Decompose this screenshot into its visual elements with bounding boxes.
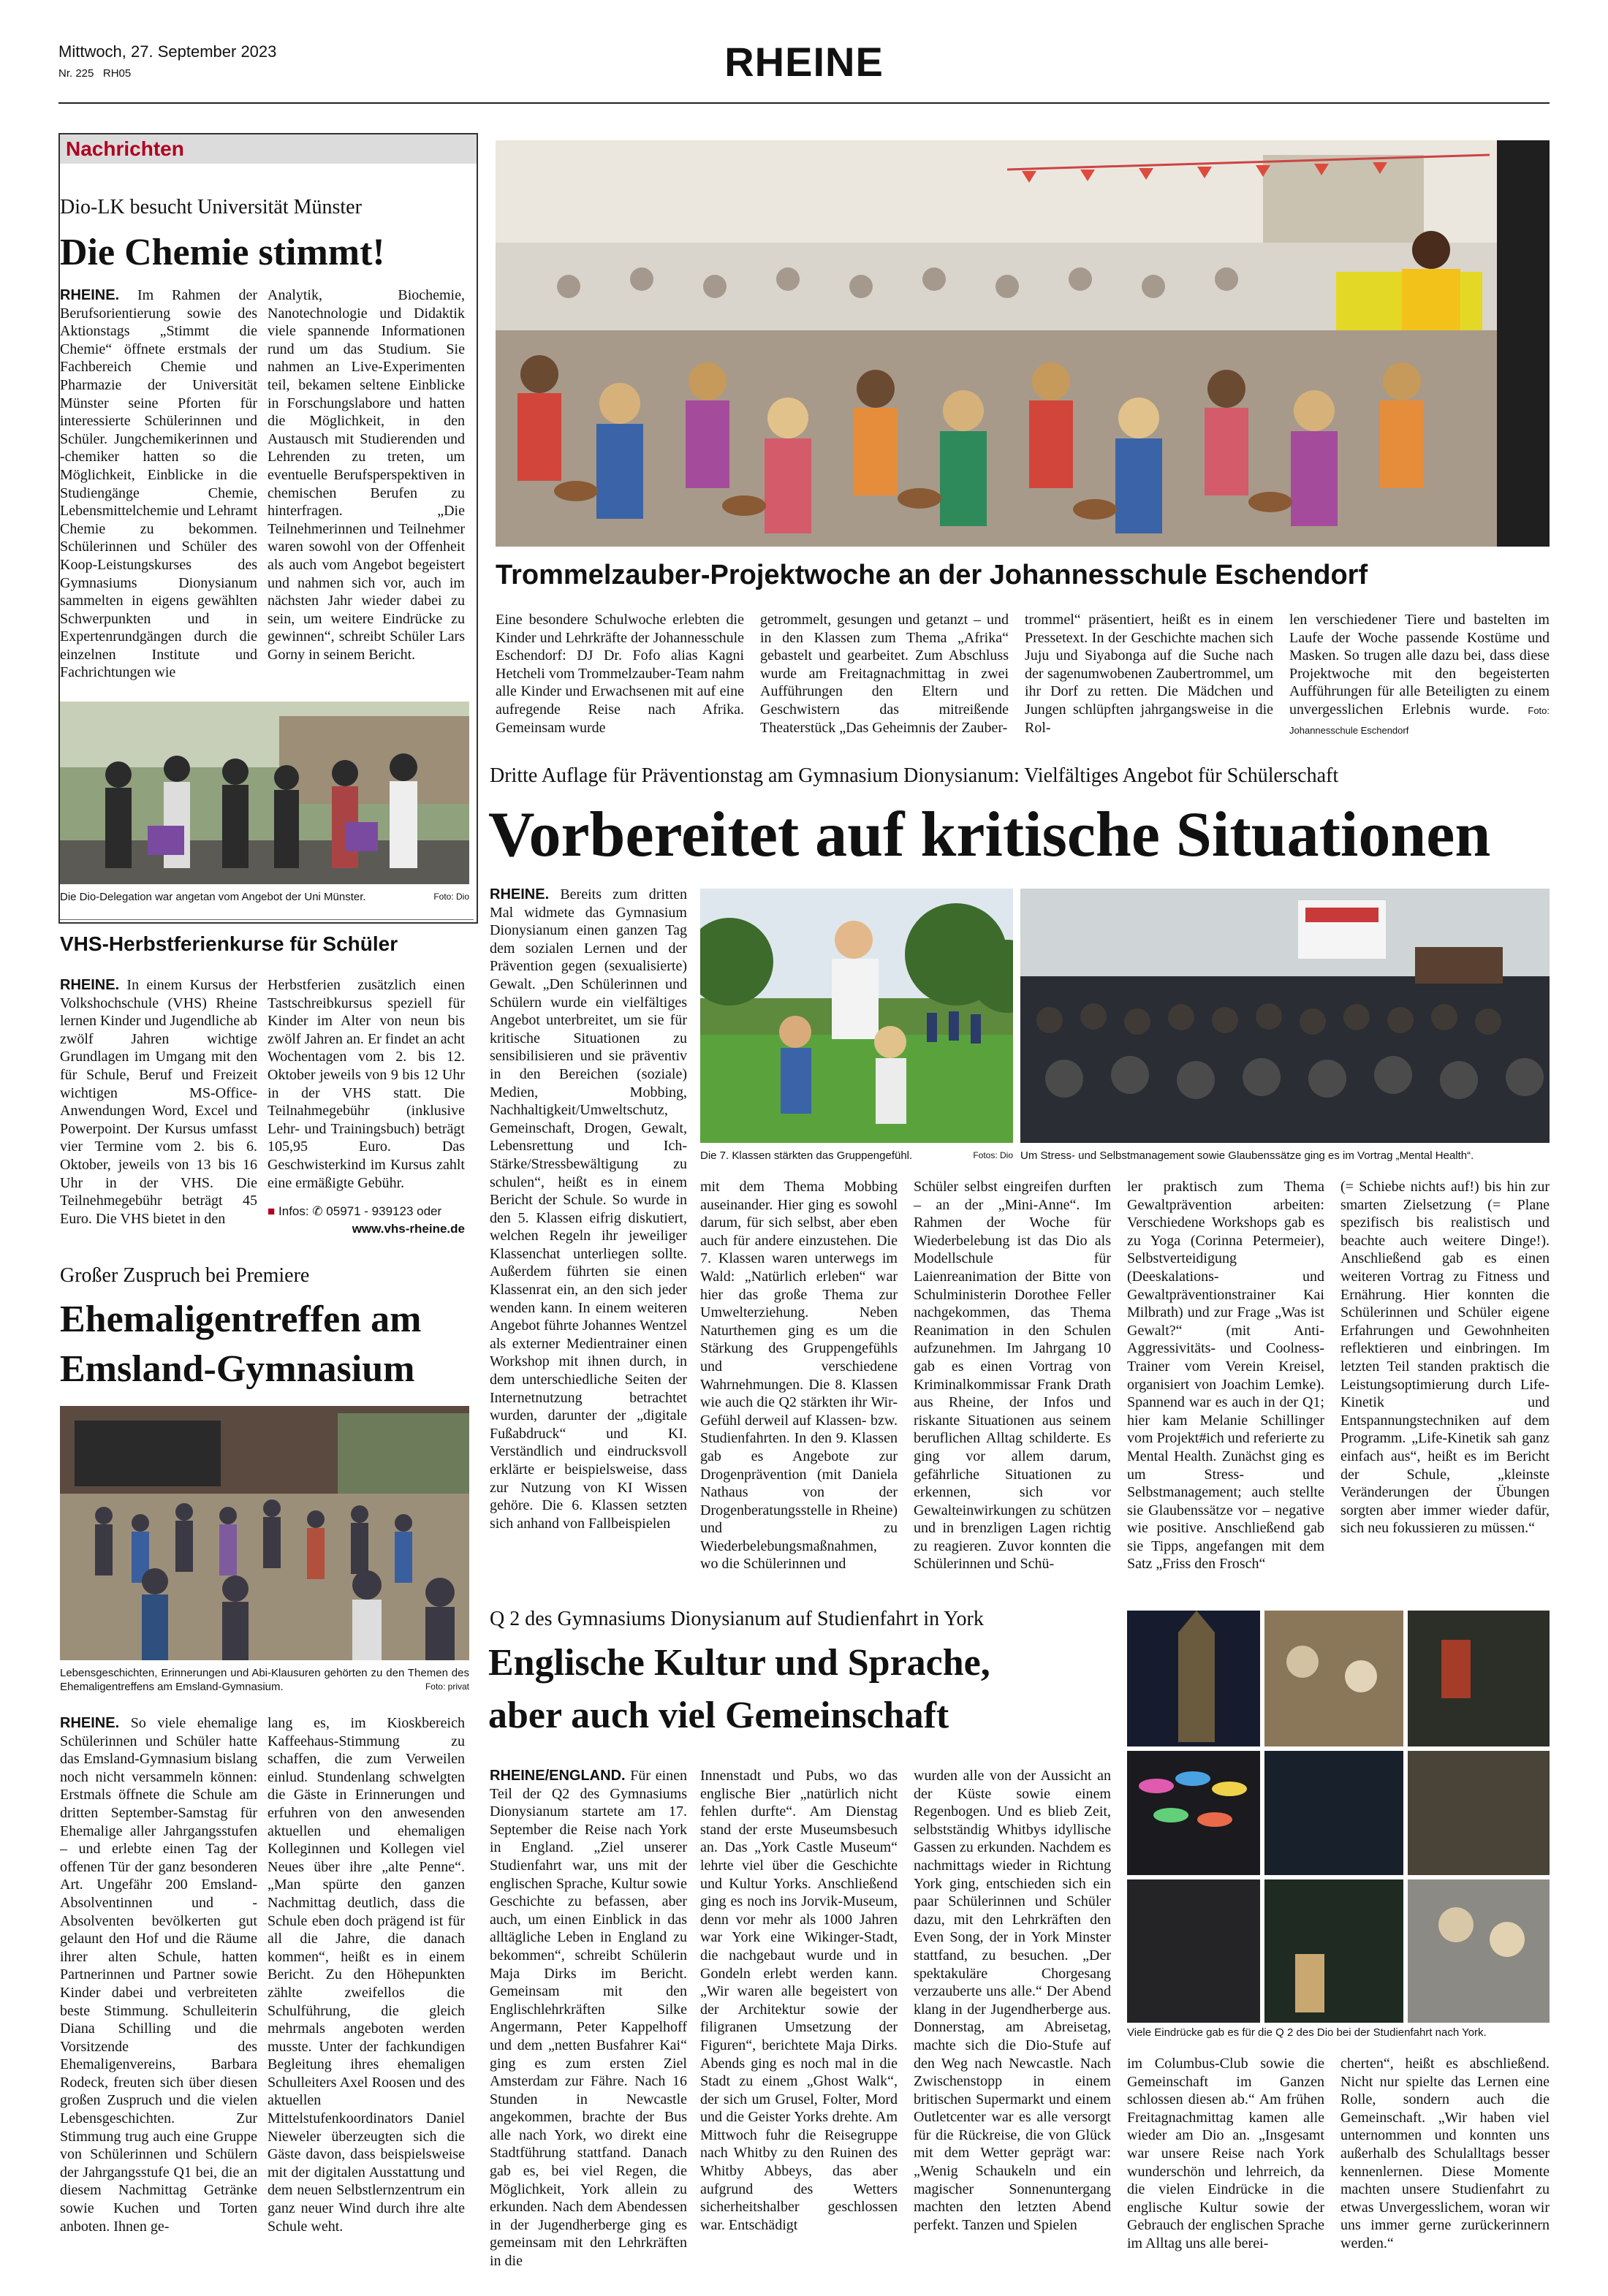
info-bullet: ■ [268, 1204, 276, 1218]
a1-credit: Foto: Dio [433, 892, 469, 902]
york-col4: im Columbus-Club sowie die Gemeinschaft im Ganzen schlossen diesen ab.“ Am frühen Freitagnachmittag kamen alle wieder am Dio an. „Insgesamt war unsere Reise nach York wunderschön und lehrreich, da die vielen Eindrücke in die englische Kultur sowie der Gebrauch der englischen Sprache im Alltag uns alle berei- [1127, 2056, 1324, 2251]
edition-code: RH05 [102, 67, 132, 80]
news-tab: Nachrichten [60, 134, 477, 164]
praev-col3: Schüler selbst eingreifen durften – an der „Mini-Anne“. Im Rahmen der Woche für Wiederbelebung ist das Dio als Modellschule für Laienreanimation der Bitte von Schulministerin Dorothee Feller nachgekommen, das Thema Reanimation in den Schulen aufzunehmen. Im Jahrgang 10 gab es einen Vortrag von Kriminalkommissar Frank Drath aus Rheine, der Infos und riskante Situationen aus seinem beruflichen Alltag schilderte. Es ging vor allem darum, gefährliche Situationen zu erkennen, sich vor Gewalteinwirkungen zu schützen und in brenzligen Lagen richtig zu reagieren. Zuvor konnten die Schülerinnen und Schü- [914, 1179, 1111, 1573]
ehem-col1 [60, 1714, 257, 2255]
header-rule [58, 102, 1550, 104]
issue-date: Mittwoch, 27. September 2023 [58, 42, 277, 61]
praev-title: Vorbereitet auf kritische Situationen [488, 799, 1491, 870]
a2-col1 [60, 976, 257, 1248]
dio-delegation-photo [60, 702, 469, 884]
ehem-kicker: Großer Zuspruch bei Premiere [60, 1264, 310, 1287]
a2-info-text: Infos: ✆ 05971 - 939123 oder [278, 1204, 442, 1218]
york-kicker: Q 2 des Gymnasiums Dionysianum auf Studienfahrt in York [490, 1608, 984, 1630]
praev-col5: (= Schiebe nichts auf!) bis hin zur smarten Zielsetzung (= Plane spezifisch bis realistisch und beachte auch weitere Dinge!). Anschließend gab es einen weiteren Vortrag zu Fitness und Ernährung. Hier konnten die Schülerinnen und Schüler eigene Erfahrungen und Gewohnheiten reflektieren und einbringen. Im letzten Teil standen praktisch die Leistungsoptimierung durch Life-Kinetik und Entspannungstechniken auf dem Programm. „Life-Kinetik sah ganz einfach aus“, heißt es im Bericht der Schule, „kleinste Veränderungen der Übungen sorgten aber immer wieder dafür, sich neu fokussieren zu müssen.“ [1340, 1179, 1550, 1537]
york-col5: cherten“, heißt es abschließend. Nicht nur spielte das Lernen eine Rolle, sondern auch die Gemeinschaft. „Wir haben viel unternommen und konnten uns außerhalb des Schulalltags besser kennenlernen. Diese Momente machten unsere Studienfahrt zu etwas Unvergesslichem, woran wir uns immer gerne zurückerinnern werden.“ [1340, 2056, 1550, 2251]
trommel-title: Trommelzauber-Projektwoche an der Johannesschule Eschendorf [496, 560, 1368, 590]
a1-text1: Im Rahmen der Berufsorientierung sowie des Aktionstags „Stimmt die Chemie“ öffnete erstmals der Fachbereich Chemie und Pharmazie der Universität Münster seine Pforten für interessierte Schülerinnen und Schüler. Jungchemikerinnen und -chemiker hatten so die Möglichkeit, Einblicke in die Studiengänge Chemie, Lebensmittelchemie und Lehramt Chemie zu bekommen. Schülerinnen und Schüler des Koop-Leistungskurses des Gymnasiums Dionysianum sammelten in eigens gewählten Schwerpunkten und in Expertenrundgängen durch die einzelnen Institute und Fachrichtungen wie [60, 287, 257, 681]
ehem-col2: lang es, im Kioskbereich Kaffeehaus-Stimmung zu schaffen, die zum Verweilen einlud. Stundenlang schwelgten die Gäste in Erinnerungen und erfuhren von den anwesenden aktuellen und ehemaligen Kolleginnen und Kollegen viel Neues über ihre „alte Penne“. „Man spürte den ganzen Nachmittag deutlich, dass die Schule eben doch prägend ist für all die Jahre, die danach kommen“, heißt es in einem Bericht. Zu den Höhepunkten zählte zweifellos die Schulführung, die gleich mehrmals angeboten werden musste. Unter der fachkundigen Begleitung ihres ehemaligen Schulleiters Axel Roosen und des aktuellen Mittelstufenkoordinators Daniel Nieweler überzeugten sich die Gäste davon, dass beispielsweise mit der digitalen Ausstattung und dem neuen Selbstlernzentrum ein ganz neuer Wind durch ihre alte Schule weht. [268, 1715, 465, 2235]
praev-col1 [490, 886, 687, 1578]
a2-col2: Herbstferien zusätzlich einen Tastschreibkursus speziell für Kinder im Alter von neun bis zwölf Jahren an. Er findet an acht Wochentagen vom 2. bis 12. Oktober jeweils von 9 bis 12 Uhr in der VHS statt. Die Teilnahmegebühr (inklusive Lehr- und Trainingsbuch) beträgt 105,95 Euro. Das Geschwisterkind im Kursus zahlt eine ermäßigte Gebühr. [268, 977, 465, 1191]
a1-lead: RHEINE. [60, 287, 120, 303]
vhs-link[interactable]: www.vhs-rheine.de [352, 1222, 465, 1236]
trommel-credit: Foto: Johannesschule Eschendorf [1289, 704, 1550, 735]
auditorium-photo [1020, 889, 1550, 1143]
york-col2: Innenstadt und Pubs, wo das englische Bier „natürlich nicht fehlen durfte“. Am Dienstag stand der erste Museumsbesuch an. Das „York Castle Museum“ lehrte viel über die Geschichte und Kultur Yorks. Anschließend ging es noch ins Jorvik-Museum, denn vor mehr als 1000 Jahren war York eine Wikinger-Stadt, die nachgebaut wurde und in Gondeln erlebt werden kann. „Wir waren alle begeistert von der Architektur sowie der filigranen Umsetzung der Figuren“, berichtete Maja Dirks. Abends ging es noch mal in die Stadt zu einem „Ghost Walk“, der sich um Grusel, Folter, Mord und die Geister Yorks drehte. Am Mittwoch fuhr die Reisegruppe nach Whitby zu den Ruinen des Whitby Abbeys, das aber aufgrund des Wetters sicherheitshalber geschlossen war. Entschädigt [700, 1768, 898, 2233]
a2-text1: In einem Kursus der Volkshochschule (VHS) Rheine lernen Kinder und Jugendliche ab zwölf Jahren wichtige Grundlagen im Umgang mit den für Schule, Beruf und Freizeit wichtigen MS-Office-Anwendungen Word, Excel und Powerpoint. Der Kursus umfasst vier Termine vom 2. bis 6. Oktober, jeweils von 13 bis 16 Uhr in der VHS. Die Teilnehmegebühr beträgt 45 Euro. Die VHS bietet in den [60, 977, 257, 1227]
trommel-photo [496, 140, 1550, 547]
forest-caption [700, 1149, 1013, 1163]
issue-nr: Nr. 225 [58, 67, 94, 80]
york-col1 [490, 1767, 687, 2271]
auditorium-caption: Um Stress- und Selbstmanagement sowie Glaubenssätze ging es im Vortrag „Mental Health“. [1020, 1149, 1474, 1162]
a2-info [268, 1204, 465, 1219]
ehem-caption-text: Lebensgeschichten, Erinnerungen und Abi-Klausuren gehörten zu den Themen des Ehemaligentreffens am Emsland-Gymnasium. [60, 1667, 469, 1693]
a1-title: Die Chemie stimmt! [60, 232, 385, 273]
praev-col4: ler praktisch zum Thema Gewaltprävention arbeiten: Verschiedene Workshops gab es zu Yoga (Corinna Petermeier), Selbstverteidigung (Deeskalations- und Gewaltpräventionstrainer Kai Milbrath) und zur Frage „Was ist Gewalt?“ (mit Anti-Aggressivitäts- und Coolness-Trainer vom Verein Kreisel, organisiert von Joachim Lemke). Spannend war es auch in der Q1; hier kam Melanie Schillinger vom Projekt#ich und referierte zu Mental Health. Zunächst ging es um Stress- und Selbstmanagement; auch stellte sie Glaubenssätze vor – negative wie positive. Anschließend gab sie Tipps, angefangen mit dem Satz „Friss den Frosch“ [1127, 1179, 1324, 1573]
ehem-credit: Foto: privat [425, 1681, 469, 1692]
a1-col1 [60, 286, 257, 687]
york-title-2: aber auch viel Gemeinschaft [488, 1695, 949, 1736]
a1-kicker: Dio-LK besucht Universität Münster [60, 196, 362, 218]
ehem-caption [60, 1666, 469, 1694]
ehem-lead: RHEINE. [60, 1715, 120, 1731]
trommel-text4: len verschiedener Tiere und bastelten im Laufe der Woche passende Kostüme und Masken. So trugen alle dazu bei, dass diese Projektwoche mit den begeisterten Aufführungen für alle Beteiligten zu einem unvergesslichen Erlebnis wurde. [1289, 612, 1550, 718]
praev-text1: Bereits zum dritten Mal widmete das Gymnasium Dionysianum einen ganzen Tag dem sozialen Lernen und der Prävention gegen (sexualisierte) Gewalt. „Den Schülerinnen und Schülern wurde ein vielfältiges Angebot unterbreitet, um sie für kritische Situationen zu sensibilisieren und sie präventiv in den Bereichen (soziale) Medien, Mobbing, Nachhaltigkeit/Umweltschutz, Gemeinschaft, Drogen, Gewalt, Lebensrettung und Ich-Stärke/Stressbewältigung zu schulen“, heißt es in einem Bericht der Schule. So wurde in den 5. Klassen eifrig diskutiert, welchen Regeln ihr jeweiliger Klassenchat unterliegen sollte. Außerdem führten sie einen Klassenrat ein, an den sich jeder wenden kann. In einem weiteren Angebot führte Johannes Wentzel als externer Medientrainer einen Workshop mit ihnen durch, in dem unterschiedliche Seiten der Internetnutzung betrachtet wurden, darunter der „digitale Fußabdruck“ und KI. Verständlich und eindrucksvoll erklärte er beispielsweise, dass zur Nutzung von KI Wissen gehöre. Die 6. Klassen setzten sich anhand von Fallbeispielen [490, 886, 687, 1532]
york-photo-collage [1127, 1611, 1550, 2023]
section-title: RHEINE [724, 39, 884, 85]
praev-kicker: Dritte Auflage für Präventionstag am Gymnasium Dionysianum: Vielfältiges Angebot für Schülerschaft [490, 764, 1339, 787]
york-caption: Viele Eindrücke gab es für die Q 2 des Dio bei der Studienfahrt nach York. [1127, 2026, 1487, 2039]
ehem-text1: So viele ehemalige Schülerinnen und Schüler hatte das Emsland-Gymnasium bislang noch nicht versammeln können: Erstmals öffnete die Schule am dritten September-Samstag für Ehemalige aller Jahrgangsstufen – und erlebte einen Tag der offenen Tür der ganz besonderen Art. Ungefähr 200 Emsland-Absolventinnen und -Absolventen bevölkerten gut gelaunt den Hof und die Räume ihrer alten Schule, hatten Partnerinnen und Partner sowie Kinder dabei und verbreiteten beste Stimmung. Schulleiterin Diana Schilling und die Vorsitzende des Ehemaligenvereins, Barbara Rodeck, freuten sich über diesen großen Zuspruch und die vielen Lebensgeschichten. Zur Stimmung trug auch eine Gruppe von Schülerinnen und Schülern der Jahrgangsstufe Q1 bei, die an diesem Nachmittag Getränke sowie Kuchen und Torten anboten. Ihnen ge- [60, 1715, 257, 2235]
a1-caption-text: Die Dio-Delegation war angetan vom Angebot der Uni Münster. [60, 891, 366, 903]
praev-lead: RHEINE. [490, 886, 550, 902]
ehemalige-photo [60, 1406, 469, 1660]
a1-caption [60, 890, 469, 904]
trommel-col2: getrommelt, gesungen und getanzt – und in den Klassen zum Thema „Afrika“ gebastelt und gearbeitet. Zum Abschluss wurde am Freitagnachmittag in zwei Aufführungen den Eltern und Geschwistern das mitreißende Theaterstück „Das Geheimnis der Zauber- [760, 612, 1009, 735]
praev-col2: mit dem Thema Mobbing auseinander. Hier ging es sowohl darum, für sich selbst, aber eben auch für andere einzustehen. Die 7. Klassen waren unterwegs im Wald: „Natürlich erleben“ war hier das große Thema zur Umwelterziehung. Neben Naturthemen ging es um die Stärkung des Gruppengefühls und verschiedene Wahrnehmungen. Die 8. Klassen wie auch die Q2 stärkten ihr Wir-Gefühl derweil auf Klassen- bzw. Studienfahrten. In den 9. Klassen gab es Angebote zur Drogenprävention (mit Daniela Nathaus von der Drogenberatungsstelle in Rheine) und zu Wiederbelebungsmaßnahmen, wo die Schülerinnen und [700, 1179, 898, 1573]
trommel-col1: Eine besondere Schulwoche erlebten die Kinder und Lehrkräfte der Johannesschule Eschendorf: DJ Dr. Fofo alias Kagni Hetcheli vom Trommelzauber-Team nahm alle Kinder und Erwachsenen mit auf eine aufregende Reise nach Afrika. Gemeinsam wurde [496, 612, 744, 735]
forest-photo [700, 889, 1013, 1143]
trommel-col3: trommel“ präsentiert, heißt es in einem Pressetext. In der Geschichte machen sich Juju und Siyabonga auf die Suche nach der sagenumwobenen Zaubertrommel, um ihr Dorf zu retten. Die Mädchen und Jungen schlüpften jahrgangsweise in die Rol- [1025, 612, 1273, 735]
box-divider [60, 919, 474, 920]
a1-col2: Analytik, Biochemie, Nanotechnologie und Didaktik viele spannende Informationen rund um das Studium. Sie nahmen an Live-Experimenten teil, bekamen seltene Einblicke in Forschungslabore und hatten die Möglichkeit, in den Austausch mit Studierenden und Lehrenden zu treten, um eventuelle Berufsperspektiven in chemischen Berufen zu hinterfragen. „Die Teilnehmerinnen und Teilnehmer waren sowohl von der Offenheit als auch vom Angebot begeistert und nahmen sich vor, auch im nächsten Jahr wieder dabei zu sein, um weitere Eindrücke zu gewinnen“, schreibt Schüler Lars Gorny in seinem Bericht. [268, 287, 465, 663]
ehem-title-1: Ehemaligentreffen am [60, 1299, 422, 1340]
forest-credit: Fotos: Dio [973, 1150, 1013, 1160]
forest-caption-text: Die 7. Klassen stärkten das Gruppengefühl. [700, 1149, 913, 1162]
york-col3: wurden alle von der Aussicht an der Küste sowie einem Regenbogen. Und es blieb Zeit, selbstständig Whitbys idyllische Gassen zu erkunden. Nachdem es nachmittags wieder in Richtung York ging, entschieden sich ein paar Schülerinnen und Schüler dazu, mit den Lehrkräften den Even Song, der in York Minster stattfand, zu besuchen. „Der spektakuläre Chorgesang verzauberte uns alle.“ Der Abend klang in der Jugendherberge aus. Donnerstag, am Abreisetag, machte sich die Dio-Stufe auf den Weg nach Newcastle. Nach Zwischenstopp in einem britischen Supermarkt und einem Outletcenter war es alle versorgt für die Rückreise, die von Glück mit dem Wetter geprägt war: „Wenig Schaukeln und ein magischer Sonnenuntergang machten den letzten Abend perfekt. Tanzen und Spielen [914, 1768, 1111, 2233]
a2-title: VHS-Herbstferienkurse für Schüler [60, 932, 398, 955]
york-lead: RHEINE/ENGLAND. [490, 1768, 626, 1784]
york-title-1: Englische Kultur und Sprache, [488, 1642, 990, 1684]
trommel-col4 [1289, 611, 1550, 735]
york-text1: Für einen Teil der Q2 des Gymnasiums Dionysianum startete am 17. September die Reise nach York in England. „Ziel unserer Studienfahrt war, uns mit der englischen Sprache, Kultur sowie Geschichte zu befassen, aber auch, um einen Einblick in das alltägliche Leben in England zu bekommen“, schreibt Schülerin Maja Dirks im Bericht. Gemeinsam mit den Englischlehrkräften Silke Angermann, Peter Kappelhoff und dem „netten Busfahrer Kai“ ging es zum ersten Ziel Amsterdam zur Fähre. Nach 16 Stunden in Newcastle angekommen, brachte der Bus alle nach York, wo direkt eine Stadtführung stattfand. Danach gab es, bei viel Regen, die Möglichkeit, York allein zu erkunden. Nach dem Abendessen in der Jugendherberge ging es gemeinsam mit den Lehrkräften in die [490, 1768, 687, 2270]
a2-lead: RHEINE. [60, 977, 120, 993]
ehem-title-2: Emsland-Gymnasium [60, 1348, 415, 1390]
